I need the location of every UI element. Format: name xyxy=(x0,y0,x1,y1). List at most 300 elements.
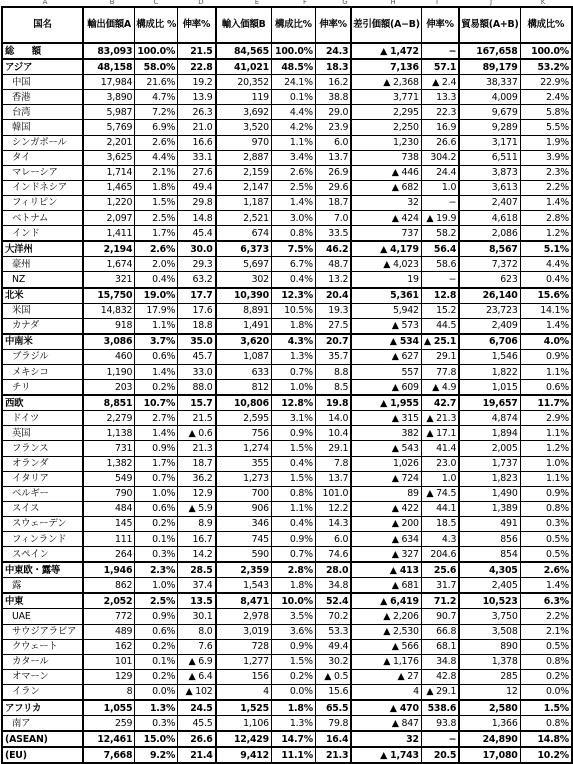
cell-export-growth: 21.5 xyxy=(178,43,216,59)
cell-import-share: 0.2% xyxy=(271,669,315,684)
cell-import-share: 1.5% xyxy=(271,654,315,669)
cell-balance-growth: ▲ 74.5 xyxy=(421,486,459,501)
row-name: フランス xyxy=(2,441,83,456)
cell-balance: ▲ 634 xyxy=(351,532,421,547)
cell-export-value: 2,194 xyxy=(83,241,135,257)
cell-export-value: 259 xyxy=(83,716,135,732)
cell-export-share: 9.2% xyxy=(135,747,178,763)
row-name: 中南米 xyxy=(2,334,83,350)
row-name: 中東 xyxy=(2,593,83,609)
cell-export-share: 0.9% xyxy=(135,441,178,456)
cell-balance-growth: − xyxy=(421,731,459,747)
cell-export-value: 129 xyxy=(83,669,135,684)
cell-trade-value: 19,657 xyxy=(459,395,520,411)
row-name: 台湾 xyxy=(2,105,83,120)
cell-balance: ▲ 327 xyxy=(351,547,421,563)
cell-export-value: 8 xyxy=(83,684,135,700)
cell-export-value: 162 xyxy=(83,639,135,654)
cell-export-value: 549 xyxy=(83,471,135,486)
cell-balance: ▲ 847 xyxy=(351,716,421,732)
table-row xyxy=(2,288,572,304)
cell-export-share: 2.0% xyxy=(135,257,178,272)
cell-export-growth: 88.0 xyxy=(178,380,216,396)
cell-export-share: 1.4% xyxy=(135,426,178,441)
cell-balance-growth: 42.8 xyxy=(421,669,459,684)
cell-import-growth: 48.7 xyxy=(315,257,351,272)
table-row xyxy=(2,624,572,639)
header-trade-share: 構成比% xyxy=(520,7,572,43)
cell-export-growth: 29.8 xyxy=(178,195,216,210)
cell-trade-share: 1.1% xyxy=(520,426,572,441)
header-export-value: 輸出価額A xyxy=(83,7,135,43)
cell-trade-value: 7,372 xyxy=(459,257,520,272)
cell-trade-share: 0.2% xyxy=(520,669,572,684)
cell-import-growth: 35.7 xyxy=(315,349,351,364)
cell-import-share: 4.2% xyxy=(271,120,315,135)
cell-import-share: 24.1% xyxy=(271,75,315,90)
cell-trade-share: 5.5% xyxy=(520,120,572,135)
cell-balance-growth: 13.3 xyxy=(421,90,459,105)
cell-export-share: 0.6% xyxy=(135,624,178,639)
table-row xyxy=(2,150,572,165)
cell-import-share: 12.3% xyxy=(271,288,315,304)
cell-import-growth: 28.0 xyxy=(315,562,351,578)
cell-export-growth: 35.0 xyxy=(178,334,216,350)
cell-import-share: 2.8% xyxy=(271,562,315,578)
cell-trade-value: 1,823 xyxy=(459,471,520,486)
cell-export-value: 2,201 xyxy=(83,135,135,150)
cell-trade-share: 1.5% xyxy=(520,700,572,716)
table-row xyxy=(2,669,572,684)
cell-import-growth: 19.8 xyxy=(315,395,351,411)
cell-trade-value: 12 xyxy=(459,684,520,700)
cell-import-share: 0.9% xyxy=(271,532,315,547)
cell-import-growth: 18.7 xyxy=(315,195,351,210)
col-letter: H xyxy=(390,0,396,6)
cell-import-growth: 16.2 xyxy=(315,75,351,90)
table-row xyxy=(2,257,572,272)
cell-export-value: 3,890 xyxy=(83,90,135,105)
cell-import-share: 0.7% xyxy=(271,547,315,563)
cell-balance-growth: − xyxy=(421,272,459,288)
cell-export-share: 0.6% xyxy=(135,501,178,516)
col-letter: K xyxy=(540,0,546,6)
cell-balance-growth: 77.8 xyxy=(421,364,459,379)
cell-import-growth: 18.3 xyxy=(315,59,351,75)
cell-import-share: 2.6% xyxy=(271,165,315,180)
cell-balance: 2,250 xyxy=(351,120,421,135)
cell-import-value: 2,595 xyxy=(216,411,272,426)
header-export-share: 構成比 % xyxy=(135,7,178,43)
row-name: 韓国 xyxy=(2,120,83,135)
cell-export-growth: 26.3 xyxy=(178,105,216,120)
cell-import-value: 756 xyxy=(216,426,272,441)
table-row xyxy=(2,532,572,547)
cell-import-growth: 7.0 xyxy=(315,211,351,226)
cell-export-value: 1,220 xyxy=(83,195,135,210)
cell-balance-growth: ▲ 21.3 xyxy=(421,411,459,426)
table-row xyxy=(2,486,572,501)
cell-export-growth: ▲ 102 xyxy=(178,684,216,700)
table-row xyxy=(2,411,572,426)
cell-balance-growth: 20.5 xyxy=(421,747,459,763)
cell-balance: ▲ 566 xyxy=(351,639,421,654)
cell-export-value: 1,946 xyxy=(83,562,135,578)
cell-export-share: 2.5% xyxy=(135,593,178,609)
cell-import-value: 41,021 xyxy=(216,59,272,75)
cell-import-value: 8,471 xyxy=(216,593,272,609)
cell-import-value: 6,373 xyxy=(216,241,272,257)
cell-trade-value: 10,523 xyxy=(459,593,520,609)
cell-balance-growth: − xyxy=(421,195,459,210)
table-row xyxy=(2,700,572,716)
cell-import-share: 100.0% xyxy=(271,43,315,59)
cell-trade-share: 14.8% xyxy=(520,731,572,747)
cell-export-value: 14,832 xyxy=(83,303,135,318)
cell-import-value: 3,019 xyxy=(216,624,272,639)
cell-trade-share: 2.3% xyxy=(520,165,572,180)
cell-import-share: 1.5% xyxy=(271,441,315,456)
cell-trade-share: 4.0% xyxy=(520,334,572,350)
cell-balance-growth: 1.0 xyxy=(421,180,459,195)
cell-export-value: 101 xyxy=(83,654,135,669)
cell-import-share: 6.7% xyxy=(271,257,315,272)
cell-trade-share: 6.3% xyxy=(520,593,572,609)
cell-export-value: 264 xyxy=(83,547,135,563)
table-row xyxy=(2,747,572,763)
table-row xyxy=(2,241,572,257)
cell-trade-share: 53.2% xyxy=(520,59,572,75)
row-name: フィンランド xyxy=(2,532,83,547)
row-name: アジア xyxy=(2,59,83,75)
cell-import-value: 1,277 xyxy=(216,654,272,669)
table-row xyxy=(2,211,572,226)
cell-import-share: 3.4% xyxy=(271,150,315,165)
cell-import-growth: 26.9 xyxy=(315,165,351,180)
col-letter: C xyxy=(153,0,159,6)
cell-trade-value: 1,366 xyxy=(459,716,520,732)
col-letter: I xyxy=(435,0,439,6)
cell-balance: 4 xyxy=(351,684,421,700)
cell-import-share: 1.5% xyxy=(271,471,315,486)
cell-balance-growth: 44.5 xyxy=(421,318,459,334)
cell-export-growth: 37.4 xyxy=(178,578,216,594)
cell-import-growth: 15.6 xyxy=(315,684,351,700)
cell-balance: 2,295 xyxy=(351,105,421,120)
col-letter: F xyxy=(302,0,308,6)
cell-export-share: 15.0% xyxy=(135,731,178,747)
cell-import-value: 10,390 xyxy=(216,288,272,304)
cell-import-share: 1.8% xyxy=(271,578,315,594)
cell-import-share: 0.9% xyxy=(271,639,315,654)
cell-import-share: 1.4% xyxy=(271,195,315,210)
cell-export-value: 489 xyxy=(83,624,135,639)
cell-export-share: 3.7% xyxy=(135,334,178,350)
cell-import-share: 7.5% xyxy=(271,241,315,257)
cell-trade-value: 6,706 xyxy=(459,334,520,350)
cell-export-growth: 17.7 xyxy=(178,288,216,304)
cell-trade-value: 2,005 xyxy=(459,441,520,456)
row-name: スイス xyxy=(2,501,83,516)
cell-import-share: 1.0% xyxy=(271,380,315,396)
cell-import-value: 346 xyxy=(216,516,272,531)
cell-export-share: 1.3% xyxy=(135,700,178,716)
cell-import-share: 1.3% xyxy=(271,349,315,364)
cell-export-value: 2,279 xyxy=(83,411,135,426)
table-row xyxy=(2,349,572,364)
cell-import-value: 1,525 xyxy=(216,700,272,716)
header-import-value: 輸入価額B xyxy=(216,7,272,43)
cell-import-value: 906 xyxy=(216,501,272,516)
row-name: タイ xyxy=(2,150,83,165)
cell-export-share: 6.9% xyxy=(135,120,178,135)
cell-import-growth: 13.7 xyxy=(315,150,351,165)
cell-import-growth: 24.3 xyxy=(315,43,351,59)
cell-import-value: 1,273 xyxy=(216,471,272,486)
cell-balance: ▲ 681 xyxy=(351,578,421,594)
cell-export-value: 1,714 xyxy=(83,165,135,180)
table-row xyxy=(2,441,572,456)
row-name: 総 額 xyxy=(2,43,83,59)
cell-trade-value: 623 xyxy=(459,272,520,288)
table-row xyxy=(2,562,572,578)
cell-balance: ▲ 534 xyxy=(351,334,421,350)
cell-balance: ▲ 2,206 xyxy=(351,609,421,624)
cell-export-value: 862 xyxy=(83,578,135,594)
table-row xyxy=(2,43,572,59)
cell-export-growth: 27.6 xyxy=(178,165,216,180)
cell-trade-value: 9,289 xyxy=(459,120,520,135)
table-row xyxy=(2,120,572,135)
cell-import-share: 14.7% xyxy=(271,731,315,747)
row-name: NZ xyxy=(2,272,83,288)
cell-trade-share: 1.4% xyxy=(520,318,572,334)
cell-export-share: 1.5% xyxy=(135,195,178,210)
cell-export-value: 918 xyxy=(83,318,135,334)
cell-export-value: 772 xyxy=(83,609,135,624)
table-row xyxy=(2,578,572,594)
cell-import-growth: 23.9 xyxy=(315,120,351,135)
cell-import-share: 4.3% xyxy=(271,334,315,350)
row-name: スウェーデン xyxy=(2,516,83,531)
cell-balance: ▲ 6,419 xyxy=(351,593,421,609)
cell-import-value: 633 xyxy=(216,364,272,379)
col-letter: E xyxy=(254,0,260,6)
cell-balance-growth: 25.6 xyxy=(421,562,459,578)
cell-export-value: 3,086 xyxy=(83,334,135,350)
cell-export-share: 0.6% xyxy=(135,349,178,364)
cell-trade-value: 3,873 xyxy=(459,165,520,180)
cell-trade-value: 1,389 xyxy=(459,501,520,516)
cell-trade-share: 0.5% xyxy=(520,547,572,563)
cell-export-share: 0.0% xyxy=(135,684,178,700)
cell-import-growth: 29.1 xyxy=(315,441,351,456)
table-row xyxy=(2,272,572,288)
cell-import-share: 0.1% xyxy=(271,90,315,105)
cell-export-value: 790 xyxy=(83,486,135,501)
cell-export-share: 100.0% xyxy=(135,43,178,59)
cell-balance: ▲ 27 xyxy=(351,669,421,684)
cell-balance-growth: 304.2 xyxy=(421,150,459,165)
cell-import-value: 2,147 xyxy=(216,180,272,195)
header-import-growth: 伸率% xyxy=(315,7,351,43)
cell-import-value: 590 xyxy=(216,547,272,563)
cell-trade-value: 2,409 xyxy=(459,318,520,334)
cell-import-share: 4.4% xyxy=(271,105,315,120)
cell-balance-growth: 44.1 xyxy=(421,501,459,516)
cell-trade-share: 2.6% xyxy=(520,562,572,578)
cell-export-share: 1.8% xyxy=(135,180,178,195)
row-name: オランダ xyxy=(2,456,83,471)
cell-balance: 5,361 xyxy=(351,288,421,304)
cell-import-share: 1.8% xyxy=(271,318,315,334)
row-name: 中東欧・露等 xyxy=(2,562,83,578)
cell-export-growth: 16.6 xyxy=(178,135,216,150)
cell-trade-share: 2.4% xyxy=(520,90,572,105)
cell-trade-value: 3,171 xyxy=(459,135,520,150)
table-row xyxy=(2,303,572,318)
cell-trade-share: 0.5% xyxy=(520,532,572,547)
table-row xyxy=(2,731,572,747)
cell-export-share: 0.1% xyxy=(135,532,178,547)
cell-trade-share: 14.1% xyxy=(520,303,572,318)
cell-trade-share: 3.9% xyxy=(520,150,572,165)
cell-import-share: 1.1% xyxy=(271,501,315,516)
row-name: 中国 xyxy=(2,75,83,90)
cell-export-growth: 14.2 xyxy=(178,547,216,563)
cell-export-growth: 30.0 xyxy=(178,241,216,257)
cell-export-growth: 26.6 xyxy=(178,731,216,747)
cell-trade-value: 1,894 xyxy=(459,426,520,441)
cell-import-value: 3,620 xyxy=(216,334,272,350)
cell-trade-share: 0.9% xyxy=(520,486,572,501)
cell-trade-value: 89,179 xyxy=(459,59,520,75)
cell-trade-value: 6,511 xyxy=(459,150,520,165)
cell-import-share: 48.5% xyxy=(271,59,315,75)
cell-balance: 7,136 xyxy=(351,59,421,75)
cell-trade-value: 2,580 xyxy=(459,700,520,716)
table-row xyxy=(2,59,572,75)
cell-import-growth: 52.4 xyxy=(315,593,351,609)
cell-balance: ▲ 422 xyxy=(351,501,421,516)
cell-import-growth: 53.3 xyxy=(315,624,351,639)
row-name: メキシコ xyxy=(2,364,83,379)
cell-balance-growth: 41.4 xyxy=(421,441,459,456)
cell-balance-growth: − xyxy=(421,43,459,59)
row-name: ベトナム xyxy=(2,211,83,226)
cell-trade-value: 4,305 xyxy=(459,562,520,578)
cell-trade-share: 0.6% xyxy=(520,380,572,396)
cell-export-value: 17,984 xyxy=(83,75,135,90)
cell-trade-value: 8,567 xyxy=(459,241,520,257)
cell-export-value: 321 xyxy=(83,272,135,288)
cell-balance-growth: 66.8 xyxy=(421,624,459,639)
cell-balance: ▲ 2,368 xyxy=(351,75,421,90)
cell-trade-share: 0.0% xyxy=(520,684,572,700)
cell-export-share: 2.5% xyxy=(135,211,178,226)
cell-balance: ▲ 470 xyxy=(351,700,421,716)
cell-import-growth: 74.6 xyxy=(315,547,351,563)
row-name: ベルギー xyxy=(2,486,83,501)
cell-import-growth: 7.8 xyxy=(315,456,351,471)
table-row xyxy=(2,395,572,411)
table-row xyxy=(2,593,572,609)
cell-balance: ▲ 1,955 xyxy=(351,395,421,411)
row-name: UAE xyxy=(2,609,83,624)
col-letter: A xyxy=(42,0,48,6)
row-name: 大洋州 xyxy=(2,241,83,257)
cell-import-value: 3,520 xyxy=(216,120,272,135)
row-name: チリ xyxy=(2,380,83,396)
trade-table xyxy=(1,6,573,764)
cell-export-share: 1.1% xyxy=(135,318,178,334)
cell-export-value: 3,625 xyxy=(83,150,135,165)
cell-export-growth: 12.9 xyxy=(178,486,216,501)
cell-import-share: 0.4% xyxy=(271,516,315,531)
cell-balance-growth: 56.4 xyxy=(421,241,459,257)
cell-export-share: 4.7% xyxy=(135,90,178,105)
cell-import-share: 1.8% xyxy=(271,700,315,716)
table-row xyxy=(2,135,572,150)
cell-balance-growth: 16.9 xyxy=(421,120,459,135)
cell-balance-growth: 57.1 xyxy=(421,59,459,75)
cell-balance: ▲ 1,743 xyxy=(351,747,421,763)
cell-balance-growth: 12.8 xyxy=(421,288,459,304)
cell-export-share: 1.0% xyxy=(135,578,178,594)
cell-import-share: 10.0% xyxy=(271,593,315,609)
cell-export-value: 15,750 xyxy=(83,288,135,304)
cell-trade-share: 15.6% xyxy=(520,288,572,304)
cell-export-share: 17.9% xyxy=(135,303,178,318)
row-name: オマーン xyxy=(2,669,83,684)
cell-export-growth: 13.9 xyxy=(178,90,216,105)
cell-import-share: 12.8% xyxy=(271,395,315,411)
cell-import-share: 2.5% xyxy=(271,180,315,195)
cell-import-share: 1.1% xyxy=(271,135,315,150)
cell-balance: 738 xyxy=(351,150,421,165)
cell-import-value: 728 xyxy=(216,639,272,654)
cell-trade-value: 491 xyxy=(459,516,520,531)
cell-export-growth: ▲ 6.4 xyxy=(178,669,216,684)
cell-trade-share: 10.2% xyxy=(520,747,572,763)
cell-trade-share: 2.2% xyxy=(520,180,572,195)
cell-balance: ▲ 413 xyxy=(351,562,421,578)
cell-import-share: 0.8% xyxy=(271,226,315,242)
cell-import-value: 2,359 xyxy=(216,562,272,578)
table-row xyxy=(2,90,572,105)
header-row xyxy=(2,7,572,43)
cell-balance: 382 xyxy=(351,426,421,441)
cell-balance-growth: 538.6 xyxy=(421,700,459,716)
cell-import-growth: 65.5 xyxy=(315,700,351,716)
cell-import-share: 11.1% xyxy=(271,747,315,763)
cell-import-value: 10,806 xyxy=(216,395,272,411)
cell-export-growth: ▲ 5.9 xyxy=(178,501,216,516)
cell-trade-value: 856 xyxy=(459,532,520,547)
row-name: カタール xyxy=(2,654,83,669)
cell-export-growth: 33.1 xyxy=(178,150,216,165)
cell-trade-value: 24,890 xyxy=(459,731,520,747)
cell-import-value: 1,543 xyxy=(216,578,272,594)
table-row xyxy=(2,105,572,120)
header-balance: 差引価額(A−B) xyxy=(351,7,421,43)
cell-import-value: 12,429 xyxy=(216,731,272,747)
row-name: シンガポール xyxy=(2,135,83,150)
cell-export-growth: 49.4 xyxy=(178,180,216,195)
cell-balance-growth: 1.0 xyxy=(421,471,459,486)
cell-export-growth: 33.0 xyxy=(178,364,216,379)
cell-balance: ▲ 4,023 xyxy=(351,257,421,272)
